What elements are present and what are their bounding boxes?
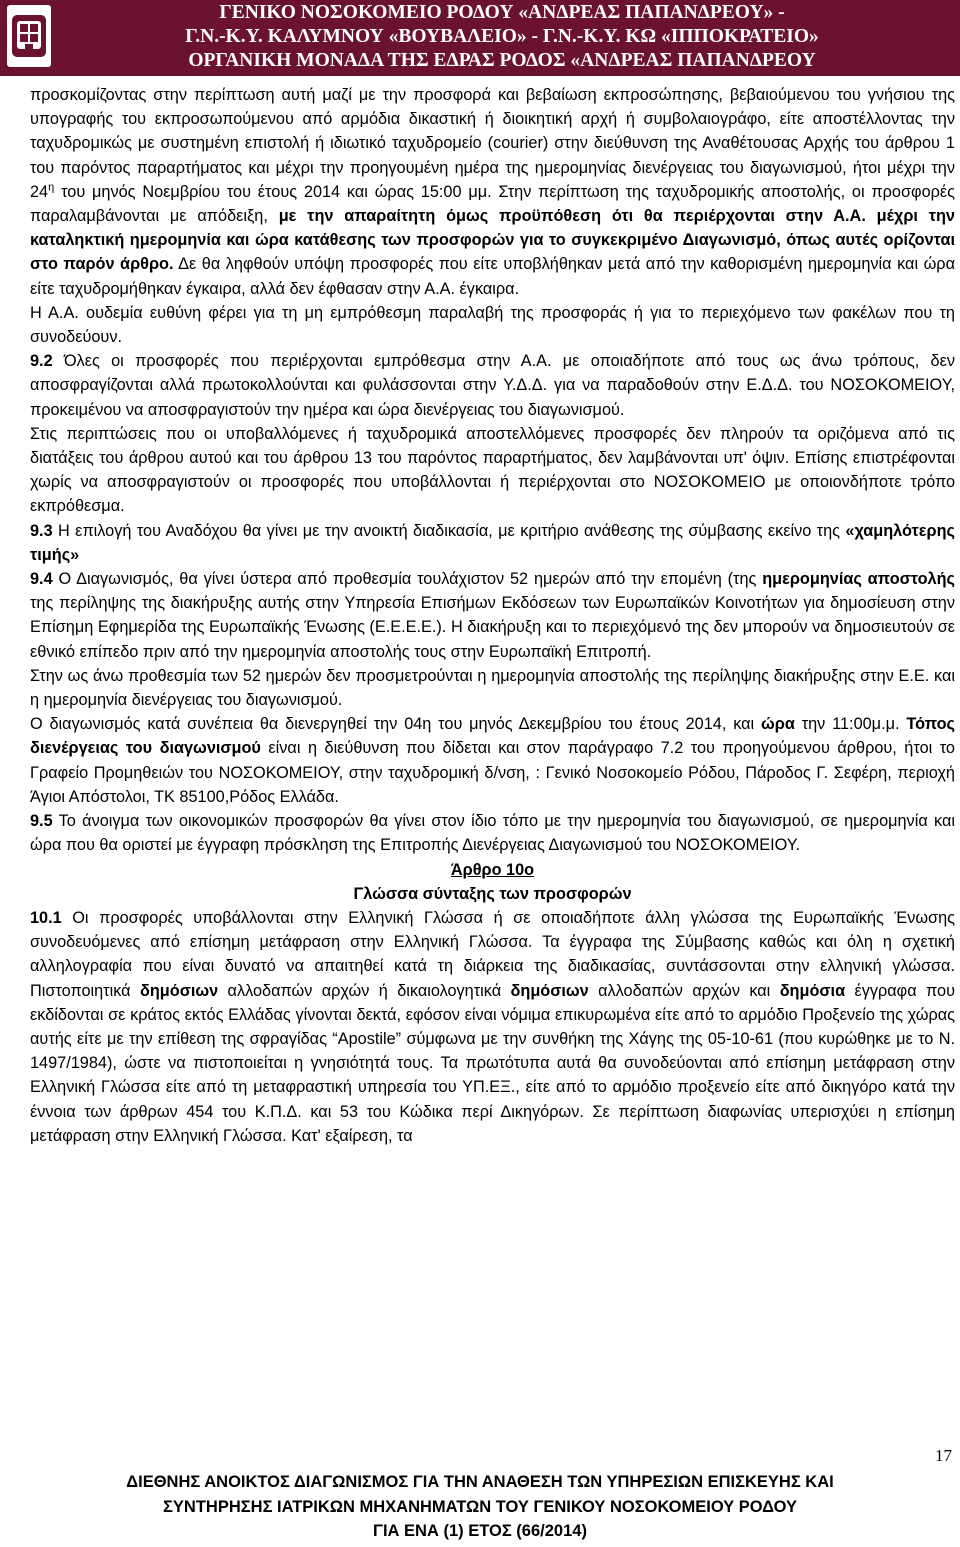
paragraph-9-4: 9.4 Ο Διαγωνισμός, θα γίνει ύστερα από προθεσμία τουλάχιστον 52 ημερών από την επομένη (της ημερομηνίας αποστολής της περίληψης της διακήρυξης αυτής στην Υπηρεσία Επισήμων Εκδόσεων των Ευρωπαϊκών Κοινοτήτων για δημοσίευση στην Επίσημη Εφημερίδα της Ευρωπαϊκής Ένωσης (Ε.Ε.Ε.Ε.). Η διακήρυξη και το περιεχόμενό της δεν μπορούν να δημοσιευτούν σε εθνικό επίπεδο πριν από την ημερομηνία αποστολής τους στην Ευρωπαϊκή Επιτροπή. xyxy=(30,570,956,661)
header-line-hospital: ΓΕΝΙΚΟ ΝΟΣΟΚΟΜΕΙΟ ΡΟΔΟΥ «ΑΝΔΡΕΑΣ ΠΑΠΑΝΔΡΕΟΥ» - xyxy=(219,2,785,23)
paragraph-deadline: Στην ως άνω προθεσμία των 52 ημερών δεν προσμετρούνται η ημερομηνία αποστολής της περίληψης διακήρυξης στην Ε.Ε. και η ημερομηνία διενέργειας του διαγωνισμού. xyxy=(30,666,955,710)
paragraph-9-3: 9.3 Η επιλογή του Αναδόχου θα γίνει με την ανοικτή διαδικασία, με κριτήριο ανάθεσης της σύμβασης εκείνο της «χαμηλότερης τιμής» xyxy=(30,521,955,564)
paragraph-tender-date: Ο διαγωνισμός κατά συνέπεια θα διενεργηθεί την 04η του μηνός Δεκεμβρίου του έτους 2014, και ώρα την 11:00μ.μ. Τόπος διενέργειας του διαγωνισμού είναι η διεύθυνση που δίδεται και στον παράγραφο 7.2 του προηγούμενου άρθρου, ήτοι το Γραφείο Προμηθειών του ΝΟΣΟΚΟΜΕΙΟΥ, στην ταχυδρομική δ/νση, : Γενικό Νοσοκομείο Ρόδου, Πάροδος Γ. Σεφέρη, περιοχή Άγιοι Απόστολοι, ΤΚ 85100,Ρόδος Ελλάδα. xyxy=(30,715,955,806)
header-line-health-centers: Γ.Ν.-Κ.Υ. ΚΑΛΥΜΝΟΥ «ΒΟΥΒΑΛΕΙΟ» - Γ.Ν.-Κ.Υ. ΚΩ «ΙΠΠΟΚΡΑΤΕΙΟ» xyxy=(185,26,819,47)
footer-line-3: ΓΙΑ ΕΝΑ (1) ΕΤΟΣ (66/2014) xyxy=(373,1522,587,1540)
document-body xyxy=(30,83,955,1148)
paragraph-9-5: 9.5 Το άνοιγμα των οικονομικών προσφορών θα γίνει στον ίδιο τόπο με την ημερομηνία του διαγωνισμού, σε ημερομηνία και ώρα που θα οριστεί με έγγραφη πρόσκληση της Επιτροπής Διενέργειας Διαγωνισμού του ΝΟΣΟΚΟΜΕΙΟΥ. xyxy=(30,812,955,855)
page-number: 17 xyxy=(935,1446,952,1465)
paragraph-submission: προσκομίζοντας στην περίπτωση αυτή μαζί με την προσφορά και βεβαίωση εκπροσώπησης, βεβαιούμενου του γνήσιου της υπογραφής του εκπροσωπούμενου από αρμόδια δικαστική ή διοικητική αρχή ή συμβολαιογράφο, είτε αποστέλλοντας την ταχυδρομικώς με συστημένη επιστολή ή ιδιωτικό ταχυδρομείο (courier) στην διεύθυνση της Αναθέτουσας Αρχής του άρθρου 1 του παρόντος παραρτήματος και μέχρι την προηγουμένη ημέρα της ημερομηνίας διενέργειας του διαγωνισμού, ήτοι μέχρι την $24^\eta$ του μηνός Νοεμβρίου του έτους 2014 και ώρας 15:00 μμ. Στην περίπτωση της ταχυδρομικής αποστολής, οι προσφορές παραλαμβάνονται με απόδειξη, με την απαραίτητη όμως προϋπόθεση ότι θα περιέρχονται στην Α.Α. μέχρι την καταληκτική ημερομηνία και ώρα κατάθεσης των προσφορών για το συγκεκριμένο Διαγωνισμό, όπως αυτές ορίζονται στο παρόν άρθρο. Δε θα ληφθούν υπόψη προσφορές που είτε υποβλήθηκαν μετά από την καθορισμένη ημερομηνία και ώρα είτε ταχυδρομήθηκαν έγκαιρα, αλλά δεν έφθασαν στην Α.Α. έγκαιρα. xyxy=(30,86,955,298)
article-number: Άρθρο 10ο xyxy=(450,860,535,879)
hospital-logo-icon xyxy=(7,5,51,67)
paragraph-9-2: 9.2 Όλες οι προσφορές που περιέρχονται εμπρόθεσμα στην Α.Α. με οποιαδήποτε από τους ως άνω τρόπους, δεν αποσφραγίζονται αλλά πρωτοκολλούνται και φυλάσσονται στην Υ.Δ.Δ. για να παραδοθούν στην Ε.Δ.Δ. του ΝΟΣΟΚΟΜΕΙΟΥ, προκειμένου να αποσφραγιστούν την ημέρα και ώρα διενέργειας του διαγωνισμού. xyxy=(30,352,955,419)
paragraph-liability: Η Α.Α. ουδεμία ευθύνη φέρει για τη μη εμπρόθεσμη παραλαβή της προσφοράς ή για το περιεχόμενο των φακέλων που τη συνοδεύουν. xyxy=(30,303,955,347)
footer-line-2: ΣΥΝΤΗΡΗΣΗΣ ΙΑΤΡΙΚΩΝ ΜΗΧΑΝΗΜΑΤΩΝ ΤΟΥ ΓΕΝΙΚΟΥ ΝΟΣΟΚΟΜΕΙΟΥ ΡΟΔΟΥ xyxy=(163,1497,797,1516)
document-footer xyxy=(0,1470,960,1544)
paragraph-10-1: 10.1 Οι προσφορές υποβάλλονται στην Ελληνική Γλώσσα ή σε οποιαδήποτε άλλη γλώσσα της Ευρωπαϊκής Ένωσης συνοδευόμενες από επίσημη μετάφραση στην Ελληνική Γλώσσα. Τα έγγραφα της Σύμβασης καθώς και όλη η σχετική αλληλογραφία που είναι δυνατό να απαιτηθεί κατά τη διάρκεια της διαδικασίας, συντάσσονται στην ελληνική γλώσσα. Πιστοποιητικά δημόσιων αλλοδαπών αρχών ή δικαιολογητικά δημόσιων αλλοδαπών αρχών και δημόσια έγγραφα που εκδίδονται σε κράτος εκτός Ελλάδας γίνονται δεκτά, εφόσον είναι νόμιμα επικυρωμένα είτε από το αρμόδιο Προξενείο της χώρας αυτής είτε με την επίθεση της σφραγίδας “Apostile” σύμφωνα με την συνθήκη της Χάγης της 05-10-61 (που κυρώθηκε με το Ν. 1497/1984), ώστε να πιστοποιείται η γνησιότητά τους. Τα πρωτότυπα αυτά θα συνοδεύονται από επίσημη μετάφραση στην Ελληνική Γλώσσα είτε από τη μεταφραστική υπηρεσία του ΥΠ.ΕΞ., είτε από το αρμόδιο προξενείο είτε από δικηγόρο κατά την έννοια των άρθρων 454 του Κ.Π.Δ. και 53 του Κώδικα περί Δικηγόρων. Σε περίπτωση διαφωνίας υπερισχύει η επίσημη μετάφραση στην Ελληνική Γλώσσα. Κατ' εξαίρεση, τα xyxy=(30,908,955,1145)
paragraph-rejections: Στις περιπτώσεις που οι υποβαλλόμενες ή ταχυδρομικά αποστελλόμενες προσφορές δεν πληρούν τα οριζόμενα από τις διατάξεις του άρθρου αυτού και του άρθρου 13 του παρόντος παραρτήματος, δεν λαμβάνονται υπ' όψιν. Επίσης επιστρέφονται χωρίς να αποσφραγιστούν οι προσφορές που υποβάλλονται ή περιέρχονται στο ΝΟΣΟΚΟΜΕΙΟ με οποιονδήποτε τρόπο εκπρόθεσμα. xyxy=(30,424,955,516)
header-line-organic-unit: ΟΡΓΑΝΙΚΗ ΜΟΝΑΔΑ ΤΗΣ ΕΔΡΑΣ ΡΟΔΟΣ «ΑΝΔΡΕΑΣ ΠΑΠΑΝΔΡΕΟΥ xyxy=(188,50,816,71)
article-title: Γλώσσα σύνταξης των προσφορών xyxy=(353,884,632,903)
footer-line-1: ΔΙΕΘΝΗΣ ΑΝΟΙΚΤΟΣ ΔΙΑΓΩΝΙΣΜΟΣ ΓΙΑ ΤΗΝ ΑΝΑΘΕΣΗ ΤΩΝ ΥΠΗΡΕΣΙΩΝ ΕΠΙΣΚΕΥΗΣ ΚΑΙ xyxy=(126,1473,834,1491)
document-header xyxy=(0,0,960,76)
